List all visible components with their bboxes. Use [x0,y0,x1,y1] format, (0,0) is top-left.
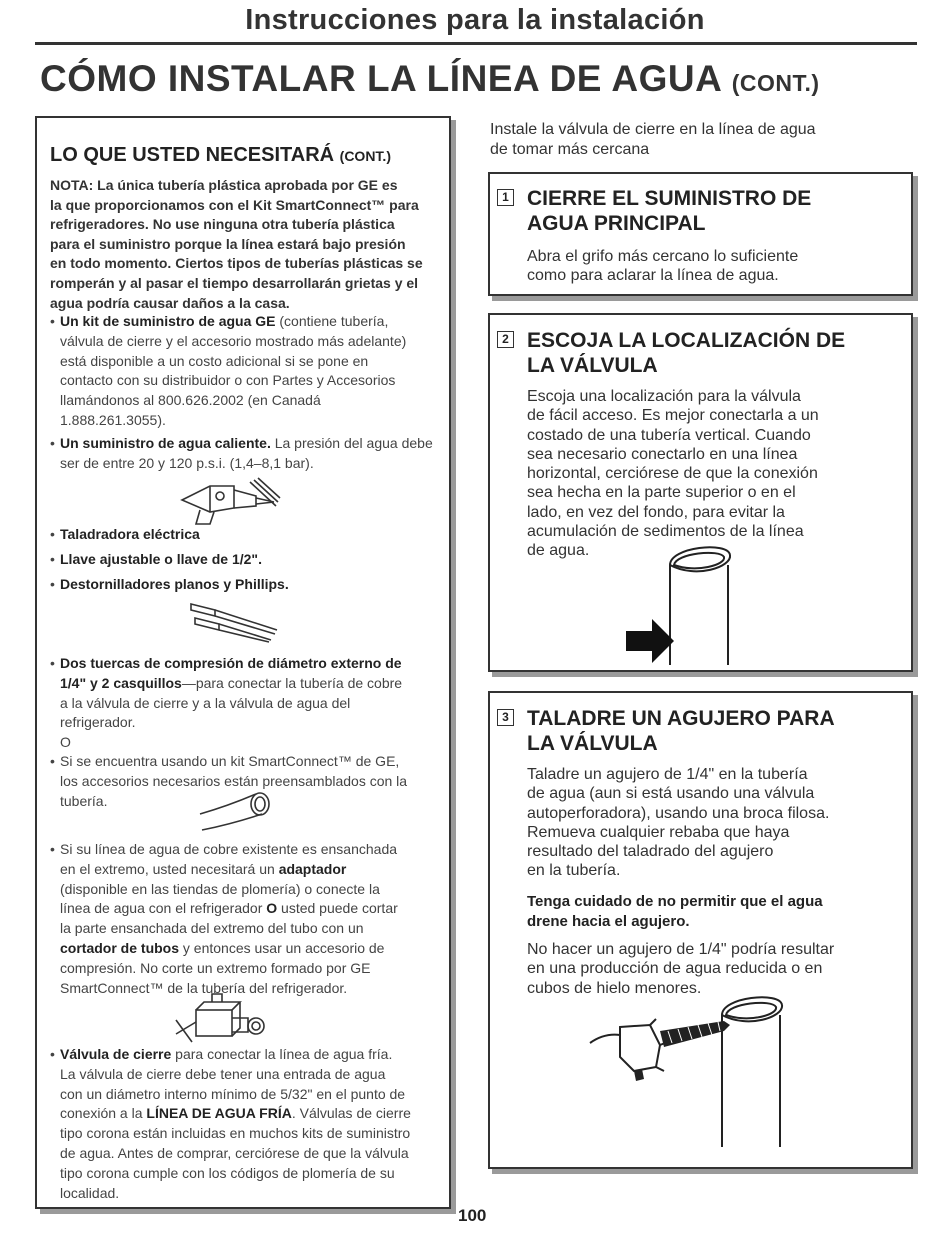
step-2-number: 2 [497,331,514,348]
list-item-flared-line: • Si su línea de agua de cobre existente es ensanchada en el extremo, usted necesitará un adaptador (disponible en las tiendas de plomería) o conecte la línea de agua con el refrigerador O usted puede cortar la parte ensanchada del extremo del tubo con un cortador de tubos y entonces usar un accesorio de compresión. No corte un extremo formado por GE SmartConnect™ de la tubería del refrigerador. [50,841,398,996]
section-title-text: CÓMO INSTALAR LA LÍNEA DE AGUA [40,58,721,99]
left-heading-suffix: (CONT.) [339,148,391,164]
shutoff-valve-text-b: . Válvulas de cierre tipo corona están incluidas en muchos kits de suministro de agua. Antes de comprar, cerciórese de que la válvula tipo corona cumple con los códigos de plomería de su localidad. [60,1105,411,1201]
step-2-shadow-bottom [492,672,918,677]
list-item-water-supply: • Un suministro de agua caliente. La presión del agua debe ser de entre 20 y 120 p.s.i. (1,4–8,1 bar). [50,435,433,471]
left-panel-shadow [451,120,456,1213]
header-rule [35,42,917,45]
list-item-supply-kit: • Un kit de suministro de agua GE (contiene tubería, válvula de cierre y el accesorio mostrado más adelante) está disponible a un costo adicional si se pone en contacto con su distribuidor o con Partes y Accesorios llamándonos al 800.626.2002 (en Canadá 1.888.261.3055). [50,313,407,428]
list-item-compression-nuts: • Dos tuercas de compresión de diámetro externo de 1/4" y 2 casquillos—para conectar la tubería de cobre a la válvula de cierre y a la válvula de agua del refrigerador. [50,655,403,731]
right-intro-text: Instale la válvula de cierre en la línea de agua de tomar más cercana [490,121,816,158]
drill-pipe-illustration [590,985,800,1155]
flared-line-text-e: y entonces usar un accesorio de compresión. No corte un extremo formado por GE SmartConnect™ de la tubería del refrigerador. [60,939,385,996]
step-2-heading: ESCOJA LA LOCALIZACIÓN DE LA VÁLVULA [527,329,846,377]
screwdrivers-label: Destornilladores planos y Phillips. [60,576,289,592]
tube-cutter-bold: cortador de tubos [60,939,180,956]
step-3-body: Taladre un agujero de 1/4" en la tubería de agua (aun si está usando una válvula autoperforadora), usando una broca filosa. Remueva cualquier rebaba que haya resultado del taladrado del agujero en la tubería. [527,766,830,880]
left-panel-heading [50,144,391,167]
screwdrivers-illustration [185,596,285,642]
step-1-shadow [913,176,918,300]
water-supply-bold: Un suministro de agua caliente. [60,435,271,451]
step-1-body: Abra el grifo más cercano lo suficiente como para aclarar la línea de agua. [527,248,799,285]
compression-nuts-bold: Dos tuercas de compresión de diámetro externo de 1/4" y 2 casquillos [60,655,402,691]
step-3-shadow-bottom [492,1169,918,1174]
drill-illustration [170,472,290,532]
step-2-body: Escoja una localización para la válvula de fácil acceso. Es mejor conectarla a un costado de una tubería vertical. Cuando sea necesario conectarlo en una línea horizontal, cerciórese de que la conexión sea hecha en la parte superior o en el lado, en vez del fondo, para evitar la acumulación de sedimentos de la línea de agua. [527,388,819,560]
shutoff-valve-bold: Válvula de cierre [60,1046,172,1062]
tube-illustration [198,786,278,836]
pipe-arrow-illustration [612,545,742,670]
step-3-number: 3 [497,709,514,726]
flared-line-text-a: Si su línea de agua de cobre existente es ensanchada en el extremo, usted necesitará un [60,841,398,877]
section-title [40,58,820,100]
section-title-suffix: (CONT.) [731,70,820,96]
plastic-tubing-note: NOTA: La única tubería plástica aprobada por GE es la que proporcionamos con el Kit SmartConnect™ para refrigeradores. No use ninguna otra tubería plástica para el suministro porque la línea estará bajo presión en todo momento. Ciertos tipos de tuberías plásticas se romperán y al pasar el tiempo desarrollarán grietas y el agua podría causar daños a la casa. [50,177,423,311]
shutoff-valve-text-a: para conectar la línea de agua fría. La válvula de cierre debe tener una entrada de agua con un diámetro interno mínimo de 5/32" en el punto de conexión a la [60,1046,406,1122]
left-panel-shadow-bottom [40,1209,456,1214]
list-item-drill: • Taladradora eléctrica [50,526,200,542]
list-item-wrench: • Llave ajustable o llave de 1/2". [50,551,262,567]
step-3-shadow [913,695,918,1173]
shutoff-valve-illustration [172,998,276,1048]
step-1-shadow-bottom [492,296,918,301]
step-1-number: 1 [497,189,514,206]
smartconnect-text: Si se encuentra usando un kit SmartConnect™ de GE, los accesorios necesarios están preensamblados con la tubería. [60,753,408,809]
left-heading-text: LO QUE USTED NECESITARÁ [50,144,335,166]
adapter-bold: adaptador [278,860,347,877]
water-supply-text: La presión del agua debe ser de entre 20 y 120 p.s.i. (1,4–8,1 bar). [60,435,433,471]
drill-label: Taladradora eléctrica [60,526,200,542]
or-bold: O [266,900,278,917]
step-3-warning: Tenga cuidado de no permitir que el agua drene hacia el agujero. [527,893,823,930]
supply-kit-text: (contiene tubería, válvula de cierre y el accesorio mostrado más adelante) está disponible a un costo adicional si se pone en contacto con su distribuidor o con Partes y Accesorios llamándonos al 800.626.2002 (en Canadá 1.888.261.3055). [60,313,407,428]
wrench-label: Llave ajustable o llave de 1/2". [60,551,262,567]
compression-nuts-text: —para conectar la tubería de cobre a la válvula de cierre y a la válvula de agua del refrigerador. [60,674,403,731]
header-title: Instrucciones para la instalación [245,4,705,36]
step-2-shadow [913,317,918,676]
list-item-smartconnect: • Si se encuentra usando un kit SmartConnect™ de GE, los accesorios necesarios están preensamblados con la tubería. [50,752,440,811]
page-number: 100 [458,1206,487,1225]
step-1-heading: CIERRE EL SUMINISTRO DE AGUA PRINCIPAL [527,187,812,235]
or-separator: O [60,734,71,750]
step-3-body-2: No hacer un agujero de 1/4" podría resultar en una producción de agua reducida o en cubos de hielo menores. [527,941,835,997]
cold-water-line-bold: LÍNEA DE AGUA FRÍA [146,1105,292,1122]
step-3-heading: TALADRE UN AGUJERO PARA LA VÁLVULA [527,707,835,755]
supply-kit-bold: Un kit de suministro de agua GE [60,313,276,329]
flared-line-text-c: (disponible en las tiendas de plomería) o conecte la línea de agua con el refrigerador [60,880,380,917]
list-item-screwdrivers: • Destornilladores planos y Phillips. [50,576,289,592]
list-item-shutoff-valve: • Válvula de cierre para conectar la línea de agua fría. La válvula de cierre debe tener una entrada de agua con un diámetro interno mínimo de 5/32" en el punto de conexión a la LÍNEA DE AGUA FRÍA. Válvulas de cierre tipo corona están incluidas en muchos kits de suministro de agua. Antes de comprar, cerciórese de que la válvula tipo corona cumple con los códigos de plomería de su localidad. [50,1046,411,1201]
flared-line-text-d: usted puede cortar la parte ensanchada del extremo del tubo con un [60,900,398,937]
